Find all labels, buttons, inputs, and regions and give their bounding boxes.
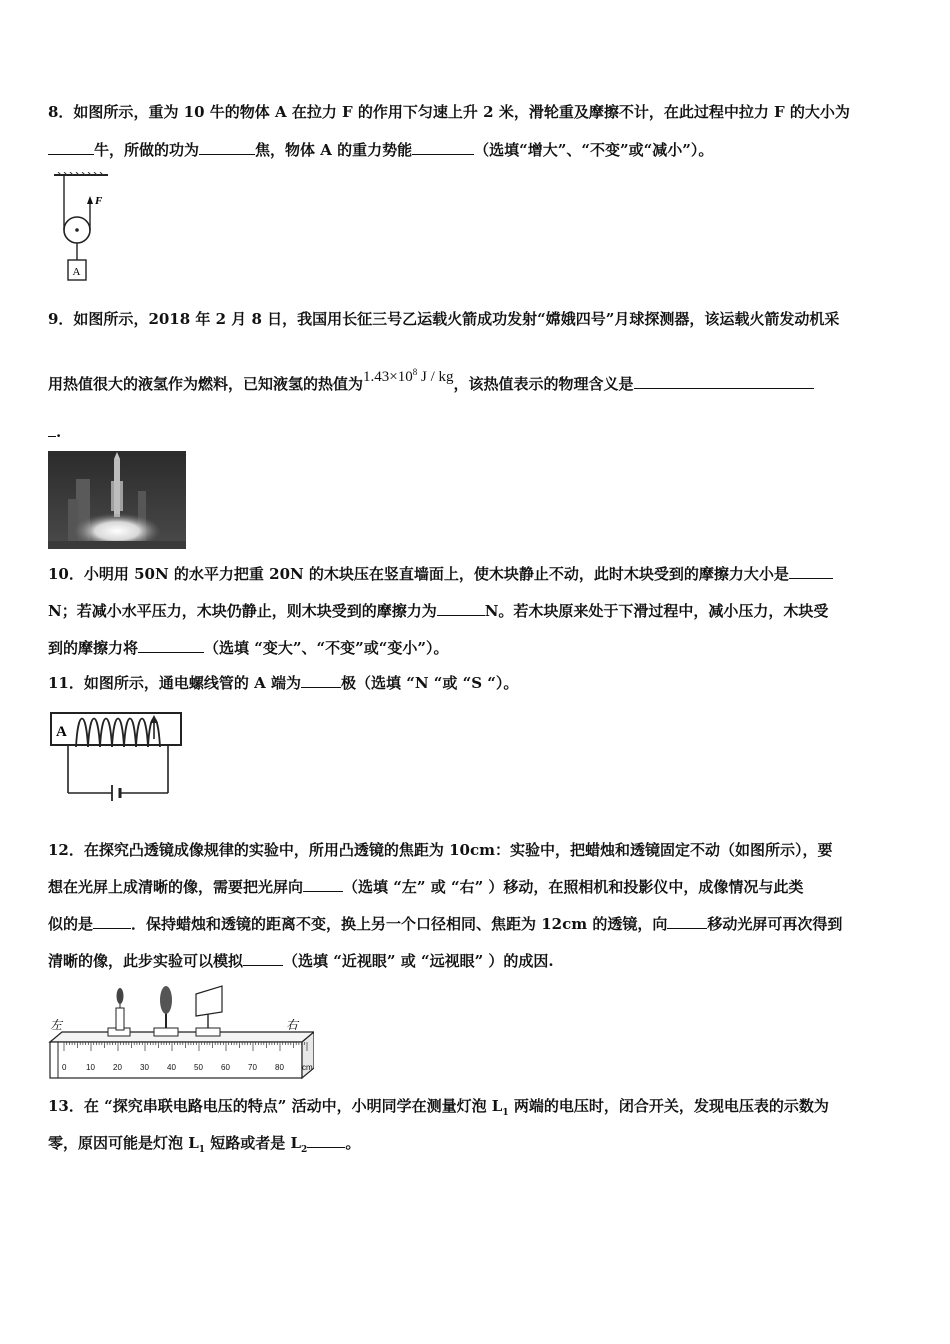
ruler-tick-label: 10	[86, 1063, 95, 1072]
q12-line3: 似的是 ．保持蜡烛和透镜的距离不变，换上另一个口径相同、焦距为 12cm 的透镜，向 移动光屏可再次得到	[48, 915, 843, 933]
q11-blank[interactable]	[301, 673, 341, 688]
solenoid-circuit-diagram	[48, 707, 186, 803]
q10-blank-1[interactable]	[789, 564, 833, 579]
q8-blank-2[interactable]	[199, 140, 255, 155]
q13-line1: 13．在 “探究串联电路电压的特点” 活动中，小明同学在测量灯泡 $L_1$ 两端的电压时，闭合开关，发现电压表的示数为	[48, 1097, 829, 1118]
heat-value-formula: $1.43\times 10^8$ J / kg	[363, 367, 454, 385]
optical-bench-diagram	[46, 982, 314, 1080]
q12-blank-1[interactable]	[303, 877, 343, 892]
q13-blank[interactable]	[307, 1133, 345, 1148]
rocket-launch-photo	[48, 451, 186, 549]
ruler-tick-label: 20	[113, 1063, 122, 1072]
q11-line1: 11．如图所示，通电螺线管的 A 端为 极（选填 “N “或 “S “）。	[48, 674, 519, 692]
q12-blank-3[interactable]	[667, 914, 707, 929]
solenoid-end-a-label: A	[56, 724, 67, 740]
q12-line4: 清晰的像，此步实验可以模拟 （选填 “近视眼” 或 “远视眼” ）的成因.	[48, 952, 554, 970]
q13-line2: 零，原因可能是灯泡 $L_1$ 短路或者是 $L_2$ 。	[48, 1134, 361, 1155]
ruler-tick-label: 30	[140, 1063, 149, 1072]
q10-line1: 10．小明用 50N 的水平力把重 20N 的木块压在竖直墙面上，使木块静止不动，此时木块受到的摩擦力大小是	[48, 564, 833, 584]
q12-line1: 12．在探究凸透镜成像规律的实验中，所用凸透镜的焦距为 10cm：实验中，把蜡烛和透镜固定不动（如图所示），要	[48, 841, 833, 859]
ruler-tick-label: 80	[275, 1063, 284, 1072]
ruler-tick-label: 60	[221, 1063, 230, 1072]
q10-line2: N；若减小水平压力，木块仍静止，则木块受到的摩擦力为 N。若木块原来处于下滑过程中，减小压力，木块受	[48, 602, 829, 620]
q9-line3: .	[48, 422, 61, 442]
q9-line2: 用热值很大的液氢作为燃料，已知液氢的热值为$1.43\times 10^8$ J / kg，该热值表示的物理含义是	[48, 370, 814, 395]
pulley-diagram	[52, 172, 112, 284]
bench-right-label: 右	[286, 1018, 299, 1032]
ruler-tick-label: 0	[62, 1063, 67, 1072]
q10-blank-2[interactable]	[437, 601, 485, 616]
ruler-tick-label: 70	[248, 1063, 257, 1072]
q9-blank[interactable]	[634, 374, 814, 389]
ruler-tick-label: 40	[167, 1063, 176, 1072]
q9-blank-tail[interactable]	[48, 422, 56, 437]
q12-blank-4[interactable]	[243, 951, 283, 966]
force-label: F	[95, 195, 103, 207]
ruler-tick-label: cm	[302, 1063, 313, 1072]
bench-left-label: 左	[50, 1018, 63, 1032]
q12-line2: 想在光屏上成清晰的像，需要把光屏向 （选填 “左” 或 “右” ）移动，在照相机和投影仪中，成像情况与此类	[48, 878, 804, 896]
q12-blank-2[interactable]	[93, 914, 131, 929]
q8-line1: 8．如图所示，重为 10 牛的物体 A 在拉力 F 的作用下匀速上升 2 米，滑轮重及摩擦不计，在此过程中拉力 F 的大小为	[48, 103, 850, 121]
q8-blank-1[interactable]	[48, 140, 94, 155]
q8-blank-3[interactable]	[412, 140, 474, 155]
q9-line1: 9．如图所示，2018 年 2 月 8 日，我国用长征三号乙运载火箭成功发射“嫦娥四号”月球探测器，该运载火箭发动机采	[48, 310, 840, 328]
q10-blank-3[interactable]	[138, 638, 204, 653]
q8-line2: 牛，所做的功为 焦，物体 A 的重力势能 （选填“增大”、“不变”或“减小”）。	[48, 140, 713, 160]
block-a-label: A	[72, 266, 81, 278]
q10-line3: 到的摩擦力将 （选填 “变大”、“不变”或“变小”）。	[48, 639, 449, 657]
ruler-tick-label: 50	[194, 1063, 203, 1072]
